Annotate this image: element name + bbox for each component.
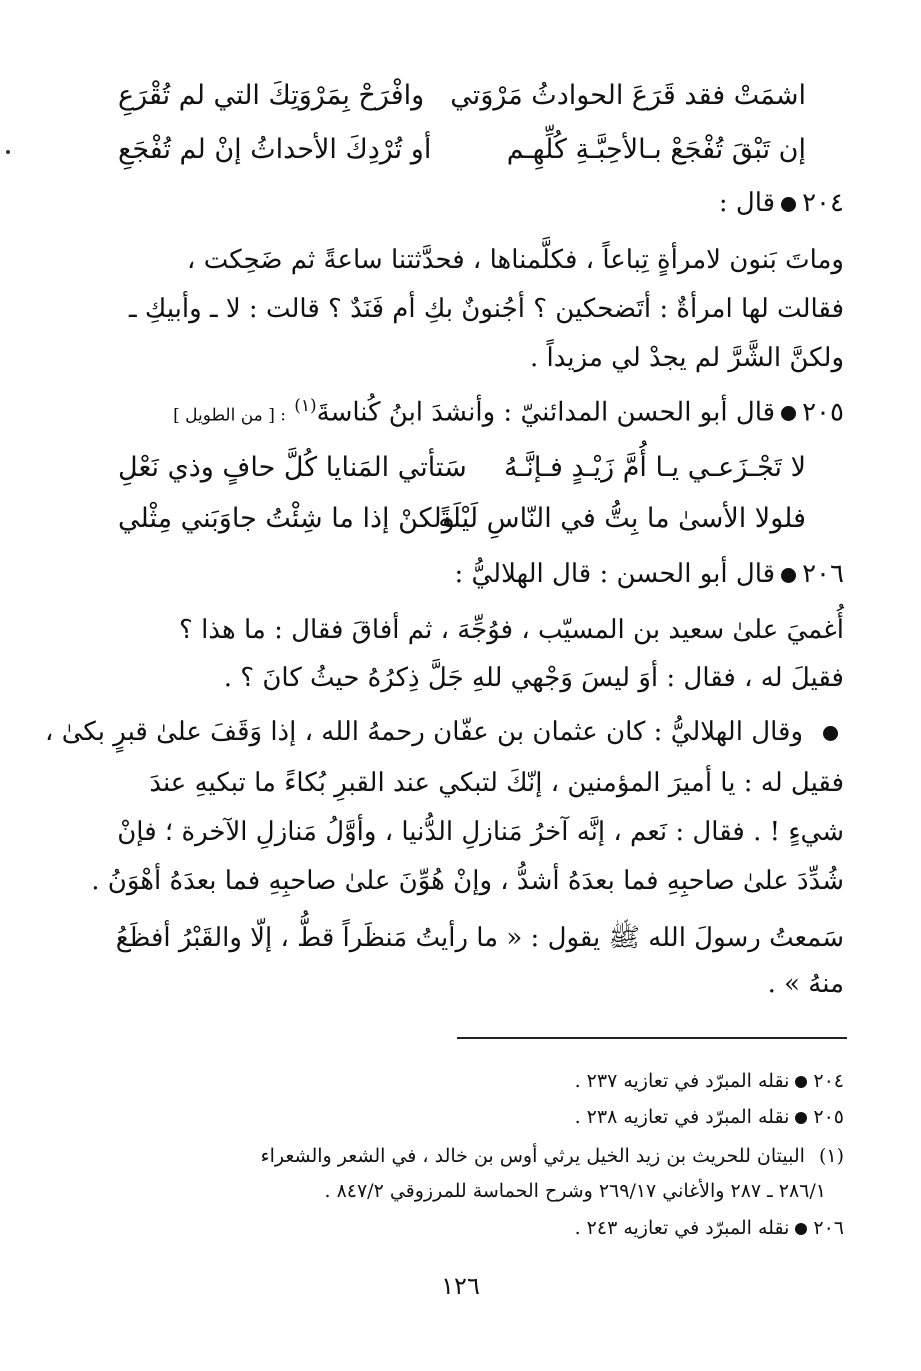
- footnote-reference: (١): [294, 396, 317, 416]
- bullet-icon: [795, 1112, 807, 1124]
- bullet-icon: [781, 406, 796, 421]
- bullet-icon: [781, 197, 796, 212]
- footnote-text: نقله المبرّد في تعازيه ٢٤٣ .: [574, 1217, 790, 1239]
- footnote-205: [575, 1106, 844, 1128]
- poem1-line1-right-hemistich: اشمَتْ فقد قَرَعَ الحوادثُ مَرْوَتي: [450, 80, 806, 111]
- footnote-1-line-2: ٢٨٦/١ ـ ٢٨٧ والأغاني ٢٦٩/١٧ وشرح الحماسة للمرزوقي ٨٤٧/٢ .: [324, 1180, 826, 1202]
- hilali-entry-line-3: شيءٍ ! . فقال : نَعم ، إنَّه آخرُ مَنازلِ الدُّنيا ، وأوَّلُ مَنازلِ الآخرة ؛ فإنْ: [117, 817, 844, 847]
- page-number: ١٢٦: [441, 1272, 480, 1300]
- hilali-entry-line-2: فقيل له : يا أميرَ المؤمنين ، إنّكَ لتبكي عند القبرِ بُكاءً ما تبكيهِ عندَ: [149, 768, 844, 798]
- footnote-text: نقله المبرّد في تعازيه ٢٣٨ .: [574, 1106, 790, 1128]
- hilali-line-1-text: وقال الهلاليُّ : كان عثمان بن عفّان رحمهُ الله ، إذا وَقَفَ علىٰ قبرٍ بكىٰ ،: [45, 717, 803, 747]
- footnote-text: البيتان للحريث بن زيد الخيل يرثي أوس بن خالد ، في الشعر والشعراء: [260, 1145, 805, 1167]
- footnote-1-line-1: [261, 1145, 844, 1167]
- footnote-divider: [457, 1037, 847, 1039]
- poem1-line2-left-hemistich: أو تُرْدِكَ الأحداثُ إنْ لم تُفْجَعِ: [118, 134, 432, 165]
- poem2-line1-right-hemistich: لا تَجْـزَعـي يـا أُمَّ زَيْـدٍ فـإنَّـهُ: [503, 452, 806, 483]
- entry-206-heading: [454, 559, 844, 589]
- entry-number: ٢٠٤: [802, 188, 844, 218]
- poem2-line1-left-hemistich: سَتأتي المَنايا كُلَّ حافٍ وذي نَعْلِ: [118, 452, 467, 483]
- bullet-icon: [795, 1076, 807, 1088]
- entry-206-line-1: أُغميَ علىٰ سعيد بن المسيّب ، فوُجِّهَ ، ثم أفاقَ فقال : ما هذا ؟: [179, 615, 844, 645]
- entry-number: ٢٠٦: [802, 559, 844, 589]
- meter-label: : [ من الطويل ]: [173, 405, 286, 426]
- entry-number: ٢٠٥: [802, 397, 844, 428]
- hadith-line-1: سَمعتُ رسولَ الله ﷺ يقول : « ما رأيتُ مَنظَراً قطُّ ، إلّا والقَبْرُ أفظَعُ: [115, 923, 844, 953]
- margin-dot: [6, 150, 10, 154]
- entry-head-text: قال أبو الحسن المدائنيّ : وأنشدَ ابنُ كُناسةَ: [316, 397, 776, 428]
- footnote-number: ٢٠٥: [813, 1106, 844, 1128]
- entry-204-heading: [719, 188, 844, 218]
- hilali-entry-line-1: [45, 717, 844, 747]
- poem1-line2-right-hemistich: إن تَبْقَ تُفْجَعْ بـالأحِبَّـةِ كُلِّهِـم: [506, 134, 806, 165]
- entry-205-heading: [173, 396, 844, 428]
- entry-204-line-2: فقالت لها امرأةٌ : أتَضحكين ؟ أجُنونٌ بكِ أم فَنَدٌ ؟ قالت : لا ـ وأبيكِ ـ: [129, 294, 844, 324]
- hilali-entry-line-4: شُدِّدَ علىٰ صاحبِهِ فما بعدَهُ أشدُّ ، وإنْ هُوِّنَ علىٰ صاحبِهِ فما بعدَهُ أهْوَنُ .: [91, 866, 844, 896]
- footnote-number: ٢٠٦: [813, 1217, 844, 1239]
- poem2-line2-left-hemistich: ولكنْ إذا ما شِئْتُ جاوَبَني مِثْلي: [118, 503, 455, 534]
- footnote-204: [575, 1070, 844, 1092]
- entry-204-line-1: وماتَ بَنون لامرأةٍ تِباعاً ، فكلَّمناها ، فحدَّثتنا ساعةً ثم ضَحِكت ،: [187, 245, 844, 275]
- entry-head-text: قال :: [718, 188, 776, 218]
- hadith-line-2: منهُ » .: [767, 969, 844, 999]
- poem1-line1-left-hemistich: وافْرَحْ بِمَرْوَتِكَ التي لم تُقْرَعِ: [118, 80, 425, 111]
- bullet-icon: [781, 568, 796, 583]
- footnote-number: ٢٠٤: [813, 1070, 844, 1092]
- poem2-line2-right-hemistich: فلولا الأسىٰ ما بِتُّ في النّاسِ لَيْلَةً: [438, 503, 806, 534]
- entry-204-line-3: ولكنَّ الشَّرَّ لم يجدْ لي مزيداً .: [529, 343, 844, 373]
- footnote-text: نقله المبرّد في تعازيه ٢٣٧ .: [574, 1070, 790, 1092]
- bullet-icon: [795, 1223, 807, 1235]
- entry-206-line-2: فقيلَ له ، فقال : أوَ ليسَ وَجْهي للهِ جَلَّ ذِكرُهُ حيثُ كانَ ؟ .: [223, 663, 844, 693]
- bullet-icon: [823, 726, 838, 741]
- footnote-206: [575, 1217, 844, 1239]
- entry-head-text: قال أبو الحسن : قال الهلاليُّ :: [454, 559, 776, 589]
- footnote-ref: (١): [818, 1145, 844, 1167]
